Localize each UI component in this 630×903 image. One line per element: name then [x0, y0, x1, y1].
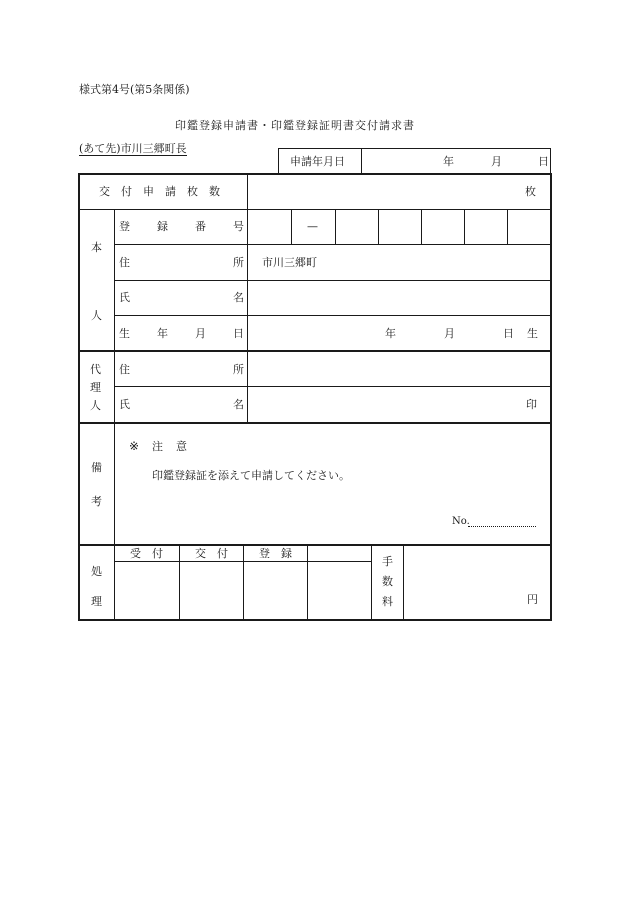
principal-name-input[interactable]	[255, 290, 540, 306]
number-dotted-line	[468, 526, 536, 527]
agent-group-label-2: 理	[90, 381, 101, 394]
birthdate-label-2: 年	[157, 327, 168, 340]
birthdate-year-label: 年	[385, 327, 396, 340]
agent-address-input[interactable]	[255, 362, 540, 378]
issue-count-label-1: 交	[99, 185, 110, 198]
processing-group-label-1: 処	[91, 565, 102, 578]
principal-group-label-2: 人	[91, 309, 102, 322]
reg-number-dash: —	[307, 220, 318, 233]
principal-address-label-1: 住	[119, 256, 130, 269]
principal-group-label-1: 本	[91, 241, 102, 254]
principal-address-value: 市川三郷町	[262, 256, 317, 269]
agent-seal-mark: 印	[526, 398, 537, 411]
note-text: 印鑑登録証を添えて申請してください。	[152, 469, 350, 482]
fee-label-3: 料	[382, 595, 393, 608]
agent-address-label-2: 所	[233, 363, 244, 376]
principal-address-label-2: 所	[233, 256, 244, 269]
issue-count-label-3: 申	[143, 185, 154, 198]
issue-count-label-2: 付	[121, 185, 132, 198]
remarks-group-label-1: 備	[91, 461, 102, 474]
reg-number-label-1: 登	[119, 220, 130, 233]
fee-unit: 円	[527, 593, 538, 606]
birthdate-label-3: 月	[195, 327, 206, 340]
issue-count-label-6: 数	[209, 185, 220, 198]
form-number: 様式第4号(第5条関係)	[79, 83, 190, 96]
note-title-1: 注	[152, 440, 163, 453]
application-date-month-label: 月	[491, 155, 502, 168]
agent-name-label-1: 氏	[119, 398, 130, 411]
fee-label-2: 数	[382, 575, 393, 588]
principal-name-label-2: 名	[233, 291, 244, 304]
processing-group-label-2: 理	[91, 595, 102, 608]
agent-name-label-2: 名	[233, 398, 244, 411]
note-title-2: 意	[176, 440, 187, 453]
agent-group-label-3: 人	[90, 399, 101, 412]
agent-address-label-1: 住	[119, 363, 130, 376]
principal-name-label-1: 氏	[119, 291, 130, 304]
issue-count-unit: 枚	[525, 185, 536, 198]
issue-count-label-5: 枚	[187, 185, 198, 198]
agent-group-label-1: 代	[90, 363, 101, 376]
application-date-year-label: 年	[443, 155, 454, 168]
receipt-label-1: 受	[130, 547, 141, 560]
issue-count-label-4: 請	[165, 185, 176, 198]
reg-number-label-3: 番	[195, 220, 206, 233]
fee-label-1: 手	[382, 555, 393, 568]
birthdate-suffix: 生	[527, 327, 538, 340]
note-mark-icon: ※	[129, 439, 140, 453]
reg-number-label-2: 録	[157, 220, 168, 233]
birthdate-label-4: 日	[233, 327, 244, 340]
application-date-day-label: 日	[538, 155, 549, 168]
receipt-label-2: 付	[152, 547, 163, 560]
addressee: (あて先)市川三郷町長	[79, 142, 187, 155]
issue-label-1: 交	[195, 547, 206, 560]
form-title: 印鑑登録申請書・印鑑登録証明書交付請求書	[175, 119, 415, 132]
register-label-1: 登	[259, 547, 270, 560]
agent-name-input[interactable]	[255, 397, 515, 413]
issue-label-2: 付	[217, 547, 228, 560]
birthdate-month-label: 月	[444, 327, 455, 340]
number-label: No.	[452, 516, 470, 527]
application-date-label: 申請年月日	[290, 155, 345, 168]
remarks-group-label-2: 考	[91, 495, 102, 508]
issue-count-input[interactable]	[255, 184, 515, 200]
register-label-2: 録	[281, 547, 292, 560]
birthdate-label-1: 生	[119, 327, 130, 340]
reg-number-label-4: 号	[233, 220, 244, 233]
birthdate-day-label: 日	[503, 327, 514, 340]
